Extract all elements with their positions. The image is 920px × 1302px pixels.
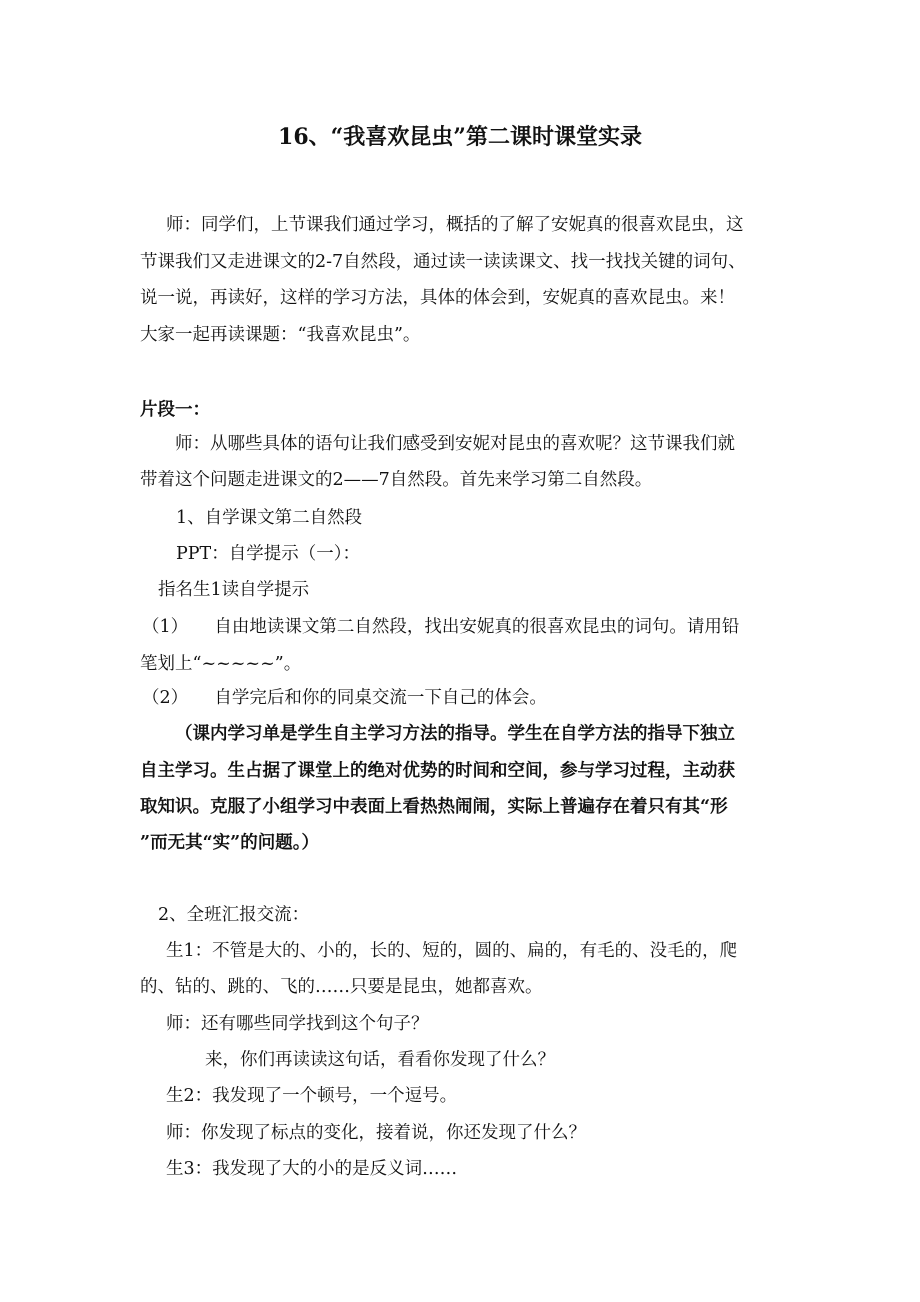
dialogue-line-4: 来，你们再读读这句话，看看你发现了什么？ <box>205 1050 555 1070</box>
dialogue-line-5: 生2：我发现了一个顿号，一个逗号。 <box>166 1086 458 1106</box>
section-heading: 片段一： <box>140 400 210 420</box>
intro-line-4: 大家一起再读课题：“我喜欢昆虫”。 <box>140 325 421 345</box>
tip-1-line-1: （1） 自由地读课文第二自然段，找出安妮真的很喜欢昆虫的词句。请用铅 <box>142 617 740 637</box>
commentary-line-3: 取知识。克服了小组学习中表面上看热热闹闹，实际上普遍存在着只有其“形 <box>140 797 728 817</box>
step-2-heading: 2、全班汇报交流： <box>158 905 310 925</box>
commentary-line-1: （课内学习单是学生自主学习方法的指导。学生在自学方法的指导下独立 <box>175 724 735 744</box>
ppt-label: PPT：自学提示（一）： <box>176 544 360 564</box>
dialogue-line-7: 生3：我发现了大的小的是反义词…… <box>166 1159 458 1179</box>
teacher-question-line-1: 师：从哪些具体的语句让我们感受到安妮对昆虫的喜欢呢？这节课我们就 <box>175 434 735 454</box>
intro-line-2: 节课我们又走进课文的2-7自然段，通过读一读读课文、找一找找关键的词句、 <box>140 252 746 272</box>
intro-line-3: 说一说，再读好，这样的学习方法，具体的体会到，安妮真的喜欢昆虫。来！ <box>140 288 735 308</box>
intro-line-1: 师：同学们，上节课我们通过学习，概括的了解了安妮真的很喜欢昆虫，这 <box>166 215 744 235</box>
dialogue-line-1: 生1：不管是大的、小的，长的、短的，圆的、扁的，有毛的、没毛的，爬 <box>166 941 738 961</box>
step-1-heading: 1、自学课文第二自然段 <box>176 508 363 528</box>
tip-1-line-2: 笔划上“~~~~~”。 <box>140 654 302 674</box>
teacher-question-line-2: 带着这个问题走进课文的2——7自然段。首先来学习第二自然段。 <box>140 470 653 490</box>
dialogue-line-6: 师：你发现了标点的变化，接着说，你还发现了什么？ <box>166 1123 586 1143</box>
read-prompt: 指名生1读自学提示 <box>158 580 310 600</box>
commentary-line-2: 自主学习。生占据了课堂上的绝对优势的时间和空间，参与学习过程，主动获 <box>140 761 735 781</box>
tip-2: （2） 自学完后和你的同桌交流一下自己的体会。 <box>142 688 547 708</box>
dialogue-line-2: 的、钻的、跳的、飞的……只要是昆虫，她都喜欢。 <box>140 977 543 997</box>
dialogue-line-3: 师：还有哪些同学找到这个句子？ <box>166 1014 429 1034</box>
document-title: 16、“我喜欢昆虫”第二课时课堂实录 <box>278 124 642 150</box>
commentary-line-4: ”而无其“实”的问题。） <box>140 833 319 853</box>
